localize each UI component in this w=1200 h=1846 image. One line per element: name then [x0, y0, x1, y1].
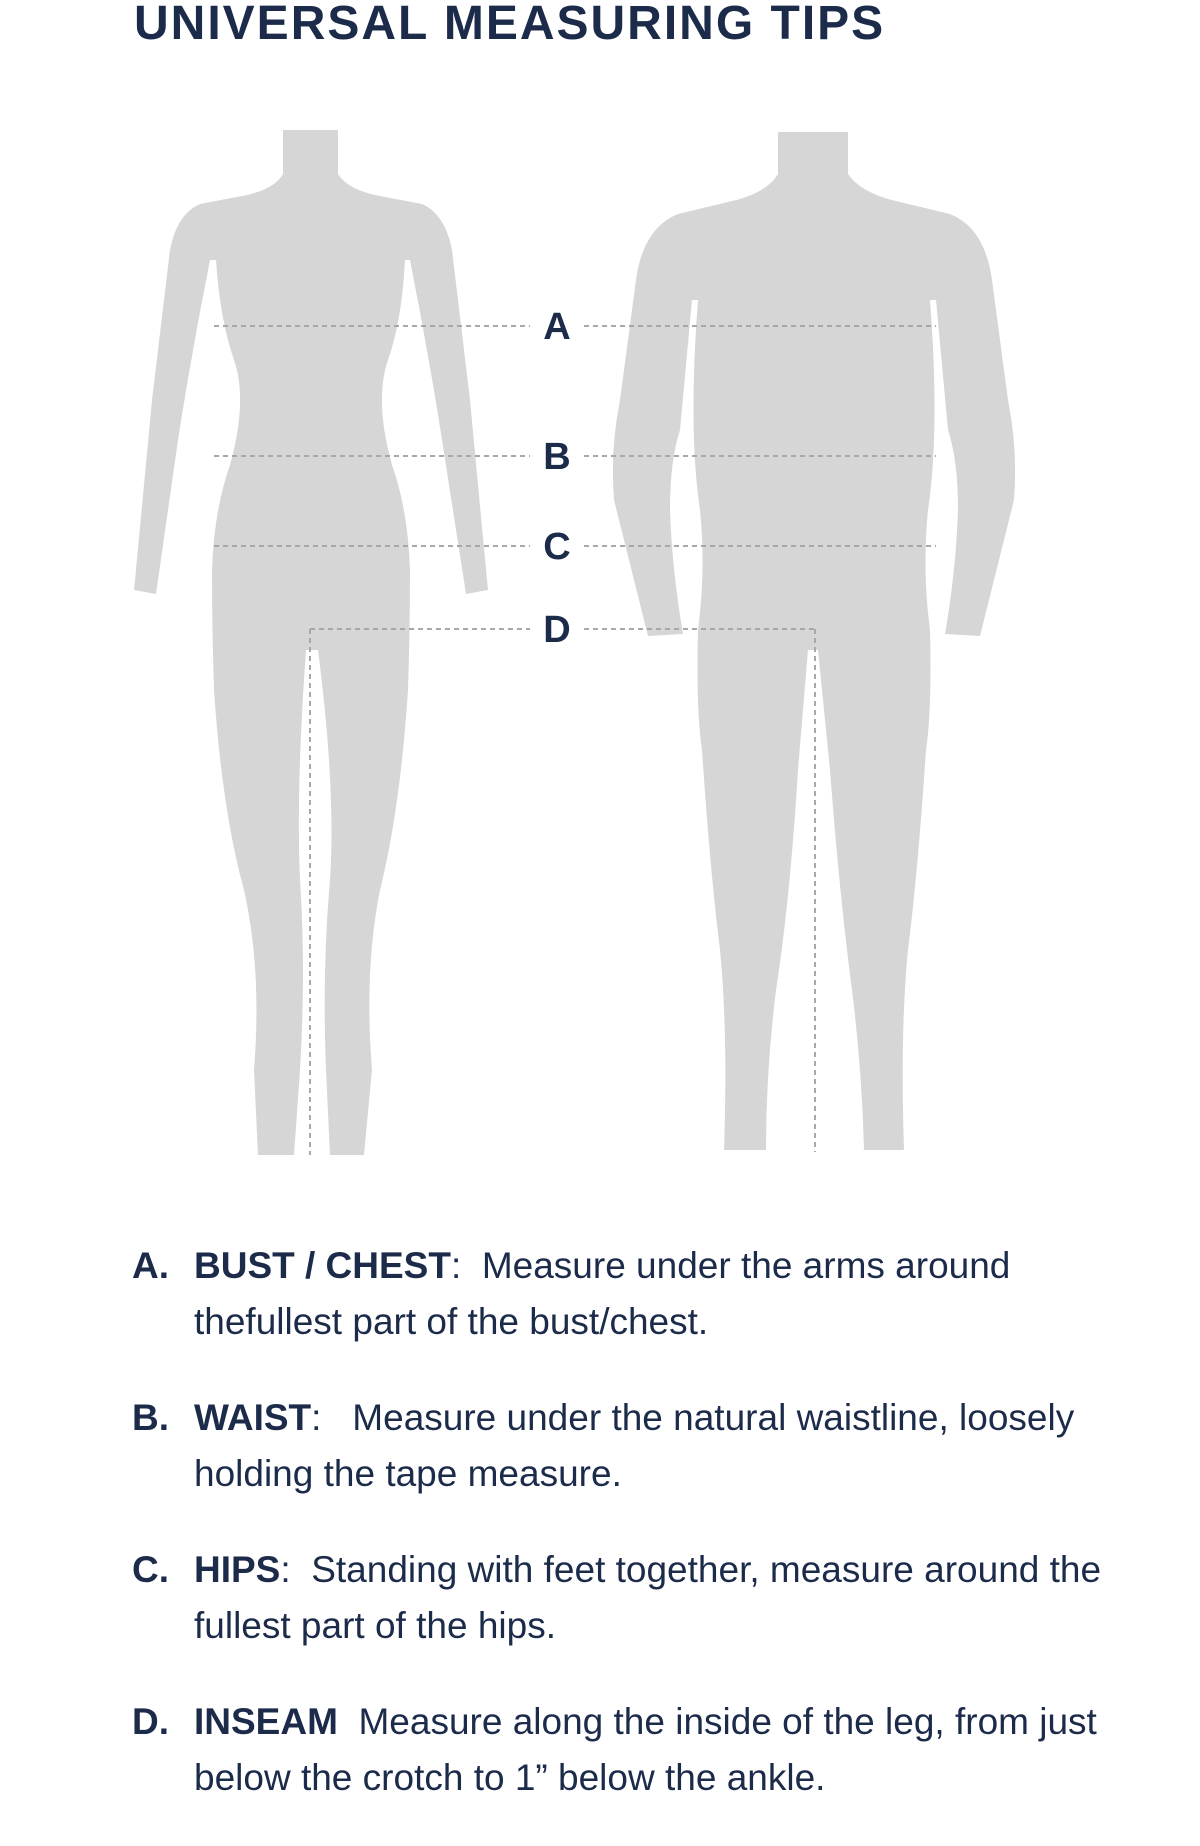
marker-b: B	[543, 436, 571, 478]
tip-separator: :	[311, 1397, 353, 1438]
marker-c: C	[543, 526, 571, 568]
marker-a: A	[543, 306, 571, 348]
marker-d: D	[543, 609, 571, 651]
tip-separator	[338, 1701, 359, 1742]
tip-inseam	[132, 1694, 1132, 1806]
tip-body	[194, 1238, 1132, 1350]
tip-bust-chest	[132, 1238, 1132, 1350]
tip-separator: :	[280, 1549, 312, 1590]
tip-body	[194, 1390, 1132, 1502]
tip-name: HIPS	[194, 1549, 281, 1590]
tip-text: Measure under the arms around thefullest part of the bust/chest.	[194, 1245, 1011, 1342]
tip-waist	[132, 1390, 1132, 1502]
tip-letter: C.	[132, 1549, 169, 1590]
tip-body	[194, 1694, 1132, 1806]
measuring-tips-list	[132, 1238, 1132, 1846]
page-title: UNIVERSAL MEASURING TIPS	[134, 0, 886, 50]
tip-letter: B.	[132, 1397, 169, 1438]
tip-name: INSEAM	[194, 1701, 338, 1742]
tip-text: Standing with feet together, measure around the fullest part of the hips.	[194, 1549, 1102, 1646]
tip-letter: D.	[132, 1701, 169, 1742]
tip-text: Measure along the inside of the leg, from just below the crotch to 1” below the ankle.	[194, 1701, 1097, 1798]
tip-letter: A.	[132, 1245, 169, 1286]
tip-name: BUST / CHEST	[194, 1245, 451, 1286]
tip-name: WAIST	[194, 1397, 312, 1438]
tip-separator: :	[450, 1245, 482, 1286]
tip-body	[194, 1542, 1132, 1654]
tip-text: Measure under the natural waistline, loosely holding the tape measure.	[194, 1397, 1075, 1494]
tip-hips	[132, 1542, 1132, 1654]
measuring-diagram	[0, 110, 1200, 1190]
